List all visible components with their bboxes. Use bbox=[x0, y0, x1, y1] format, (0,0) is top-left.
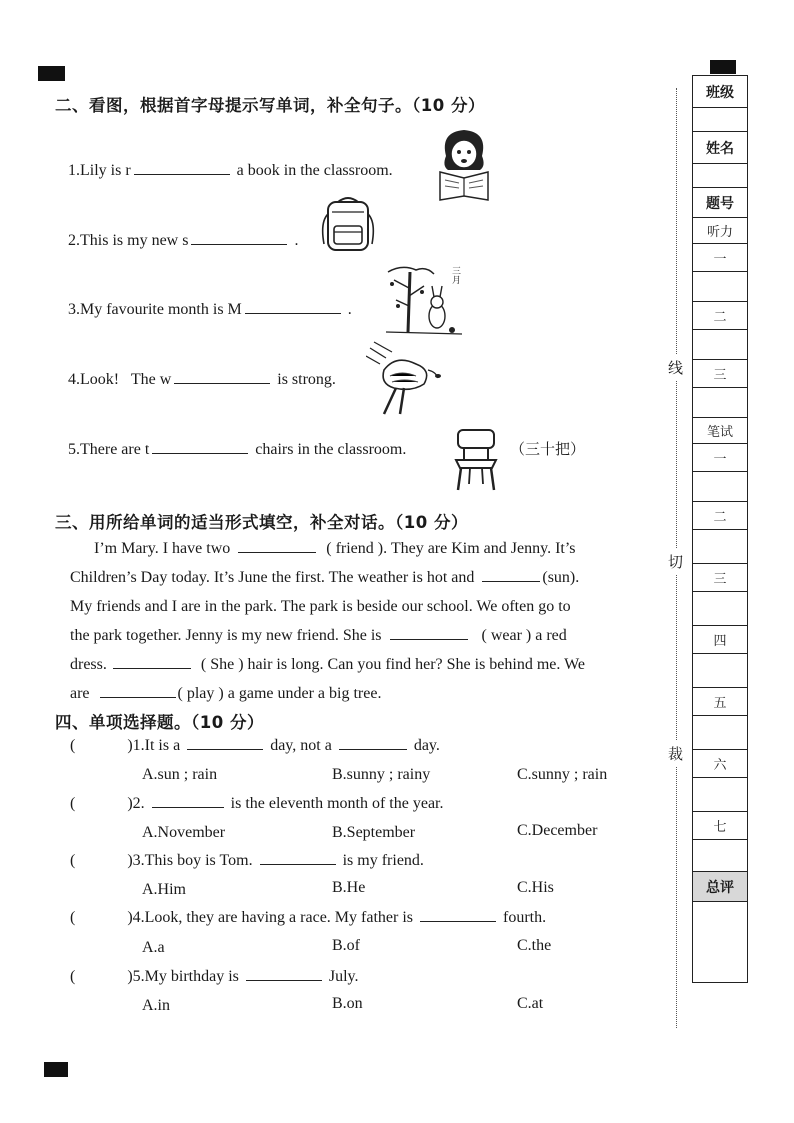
mc-q5-option-c[interactable]: C.at bbox=[517, 995, 544, 1012]
passage-text: ( She ) hair is long. Can you find her? She is behind me. We bbox=[200, 656, 586, 673]
mc-question-2 bbox=[70, 795, 443, 813]
mc-q5-option-a[interactable]: A.in bbox=[142, 997, 170, 1014]
answer-blank bbox=[339, 748, 407, 750]
answer-paren-close: ) bbox=[127, 852, 133, 869]
score-box[interactable] bbox=[693, 716, 747, 750]
mc-stem: day, not a bbox=[270, 737, 332, 754]
answer-paren-close: ) bbox=[127, 968, 133, 985]
mc-q1-option-c[interactable]: C.sunny ; rain bbox=[517, 766, 608, 783]
score-box[interactable] bbox=[693, 330, 747, 360]
listening-part-1: 一 bbox=[693, 244, 747, 272]
answer-blank[interactable] bbox=[152, 452, 248, 454]
mc-stem: 4.Look, they are having a race. My father is bbox=[132, 909, 413, 926]
written-label: 笔试 bbox=[693, 418, 747, 444]
cut-label-trim: 裁 bbox=[668, 740, 683, 767]
written-part-5: 五 bbox=[693, 688, 747, 716]
s2-question-5 bbox=[68, 441, 406, 459]
passage-line-1 bbox=[70, 534, 648, 563]
mc-stem: is my friend. bbox=[342, 852, 424, 869]
passage-text: ( wear ) a red bbox=[481, 627, 567, 644]
written-part-2: 二 bbox=[693, 502, 747, 530]
march-caption: 三月 bbox=[452, 267, 462, 286]
corner-marker-top-right bbox=[710, 60, 736, 74]
score-box[interactable] bbox=[693, 472, 747, 502]
cut-label-line: 线 bbox=[668, 354, 683, 381]
mc-stem: day. bbox=[413, 737, 440, 754]
score-table bbox=[692, 75, 748, 983]
answer-paren-close: ) bbox=[127, 909, 133, 926]
mc-q4-option-a[interactable]: A.a bbox=[142, 939, 165, 956]
listening-part-2: 二 bbox=[693, 302, 747, 330]
mc-stem: 2. bbox=[132, 795, 145, 812]
score-box[interactable] bbox=[693, 530, 747, 564]
answer-paren-open[interactable]: ( bbox=[70, 795, 76, 812]
score-box[interactable] bbox=[693, 778, 747, 812]
answer-paren-close: ) bbox=[127, 737, 133, 754]
mc-q2-option-b[interactable]: B.September bbox=[332, 824, 416, 841]
section2-title: 二、看图，根据首字母提示写单词，补全句子。（10 分） bbox=[55, 96, 485, 115]
passage-line-6 bbox=[70, 679, 648, 708]
s2-q4-before: 4.Look! The w bbox=[68, 371, 172, 388]
answer-blank[interactable] bbox=[482, 580, 540, 582]
answer-blank[interactable] bbox=[191, 243, 287, 245]
answer-paren-close: ) bbox=[127, 795, 133, 812]
section3-passage bbox=[70, 534, 648, 708]
passage-line-2 bbox=[70, 563, 648, 592]
answer-blank[interactable] bbox=[390, 638, 468, 640]
mc-q3-option-c[interactable]: C.His bbox=[517, 879, 554, 896]
passage-text: the park together. Jenny is my new friend. She is bbox=[70, 627, 382, 644]
mc-q1-option-b[interactable]: B.sunny ; rainy bbox=[332, 766, 431, 783]
answer-blank bbox=[152, 806, 224, 808]
s2-question-4 bbox=[68, 371, 336, 389]
mc-question-4 bbox=[70, 909, 546, 927]
score-box[interactable] bbox=[693, 654, 747, 688]
s2-q1-after: a book in the classroom. bbox=[236, 162, 393, 179]
schoolbag-picture bbox=[320, 194, 376, 254]
mc-stem: 3.This boy is Tom. bbox=[132, 852, 253, 869]
mc-stem: 1.It is a bbox=[132, 737, 181, 754]
answer-blank[interactable] bbox=[245, 312, 341, 314]
answer-blank bbox=[420, 920, 496, 922]
answer-paren-open[interactable]: ( bbox=[70, 909, 76, 926]
mc-q4-option-c[interactable]: C.the bbox=[517, 937, 552, 954]
passage-text: ( play ) a game under a big tree. bbox=[177, 685, 382, 702]
mc-question-1 bbox=[70, 737, 440, 755]
score-box[interactable] bbox=[693, 840, 747, 872]
passage-text: (sun). bbox=[542, 569, 580, 586]
written-part-4: 四 bbox=[693, 626, 747, 654]
answer-blank[interactable] bbox=[100, 696, 176, 698]
corner-marker-bottom-left bbox=[44, 1062, 68, 1077]
mc-stem: fourth. bbox=[503, 909, 547, 926]
mc-q2-option-c[interactable]: C.December bbox=[517, 822, 598, 839]
s2-q3-after: . bbox=[347, 301, 352, 318]
windy-tree-picture bbox=[366, 340, 446, 416]
passage-text: are bbox=[70, 685, 90, 702]
passage-line-5 bbox=[70, 650, 648, 679]
mc-q3-option-a[interactable]: A.Him bbox=[142, 881, 186, 898]
class-field[interactable] bbox=[693, 108, 747, 132]
answer-paren-open[interactable]: ( bbox=[70, 852, 76, 869]
score-box[interactable] bbox=[693, 272, 747, 302]
answer-paren-open[interactable]: ( bbox=[70, 968, 76, 985]
name-label: 姓名 bbox=[693, 132, 747, 164]
answer-blank[interactable] bbox=[134, 173, 230, 175]
s2-q2-before: 2.This is my new s bbox=[68, 232, 189, 249]
passage-text: dress. bbox=[70, 656, 107, 673]
s2-q2-after: . bbox=[294, 232, 299, 249]
passage-line-3 bbox=[70, 592, 648, 621]
passage-line-4 bbox=[70, 621, 648, 650]
mc-q4-option-b[interactable]: B.of bbox=[332, 937, 360, 954]
answer-paren-open[interactable]: ( bbox=[70, 737, 76, 754]
listening-label: 听力 bbox=[693, 218, 747, 244]
mc-q2-option-a[interactable]: A.November bbox=[142, 824, 226, 841]
girl-reading-picture bbox=[436, 126, 492, 202]
mc-stem: 5.My birthday is bbox=[132, 968, 239, 985]
answer-blank[interactable] bbox=[238, 551, 316, 553]
corner-marker-top-left bbox=[38, 66, 65, 81]
name-field[interactable] bbox=[693, 164, 747, 188]
mc-question-3 bbox=[70, 852, 424, 870]
cut-label-cut: 切 bbox=[668, 548, 683, 575]
passage-text: ( friend ). They are Kim and Jenny. It’s bbox=[326, 540, 576, 557]
listening-part-3: 三 bbox=[693, 360, 747, 388]
section3-title: 三、用所给单词的适当形式填空，补全对话。（10 分） bbox=[55, 513, 468, 532]
answer-blank bbox=[246, 979, 322, 981]
written-part-1: 一 bbox=[693, 444, 747, 472]
s2-question-1 bbox=[68, 162, 393, 180]
s2-q5-after: chairs in the classroom. bbox=[255, 441, 407, 458]
mc-question-5 bbox=[70, 968, 359, 986]
passage-text: Children’s Day today. It’s June the first. The weather is hot and bbox=[70, 569, 475, 586]
chair-picture bbox=[452, 426, 502, 492]
s2-q3-before: 3.My favourite month is M bbox=[68, 301, 242, 318]
score-box[interactable] bbox=[693, 592, 747, 626]
s2-q5-before: 5.There are t bbox=[68, 441, 150, 458]
s2-question-3 bbox=[68, 301, 352, 319]
passage-text: I’m Mary. I have two bbox=[94, 540, 231, 557]
s2-question-2 bbox=[68, 232, 298, 250]
chinese-hint-thirty: （三十把） bbox=[510, 440, 586, 458]
mc-q1-option-a[interactable]: A.sun ; rain bbox=[142, 766, 218, 783]
s2-q4-after: is strong. bbox=[277, 371, 336, 388]
written-part-7: 七 bbox=[693, 812, 747, 840]
score-box[interactable] bbox=[693, 388, 747, 418]
mc-q3-option-b[interactable]: B.He bbox=[332, 879, 366, 896]
total-score-box[interactable] bbox=[693, 902, 747, 982]
answer-blank[interactable] bbox=[113, 667, 191, 669]
mc-stem: July. bbox=[328, 968, 359, 985]
written-part-6: 六 bbox=[693, 750, 747, 778]
total-score-label: 总评 bbox=[693, 872, 747, 902]
s2-q1-before: 1.Lily is r bbox=[68, 162, 131, 179]
mc-q5-option-b[interactable]: B.on bbox=[332, 995, 363, 1012]
written-part-3: 三 bbox=[693, 564, 747, 592]
answer-blank bbox=[260, 863, 336, 865]
question-number-label: 题号 bbox=[693, 188, 747, 218]
answer-blank bbox=[187, 748, 263, 750]
class-label: 班级 bbox=[693, 76, 747, 108]
section4-title: 四、单项选择题。（10 分） bbox=[55, 713, 264, 732]
passage-text: My friends and I are in the park. The park is beside our school. We often go to bbox=[70, 598, 571, 615]
answer-blank[interactable] bbox=[174, 382, 270, 384]
mc-stem: is the eleventh month of the year. bbox=[230, 795, 444, 812]
